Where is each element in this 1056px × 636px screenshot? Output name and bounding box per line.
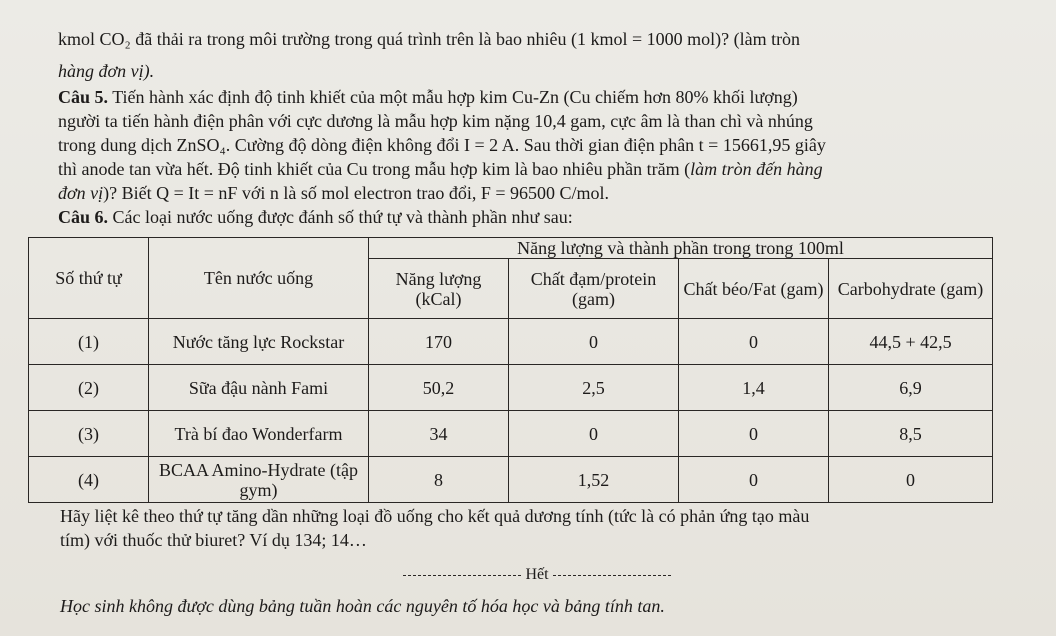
question-5-line [58, 86, 798, 108]
question-6-label: Câu 6. [58, 207, 109, 227]
energy-value: 8 [369, 457, 509, 503]
fat-value: 0 [679, 457, 829, 503]
rounding-instruction: đơn vị [58, 183, 104, 203]
divider [403, 575, 521, 576]
question-text-line: kmol CO₂ đã thải ra trong môi trường trong quá trình trên là bao nhiêu (1 kmol = 1000 mol)? (làm tròn [58, 29, 801, 49]
divider [553, 575, 671, 576]
drink-name: Sữa đậu nành Fami [149, 365, 369, 411]
end-mark [384, 566, 690, 584]
row-number: (2) [29, 365, 149, 411]
question-5-label: Câu 5. [58, 87, 109, 107]
energy-value: 50,2 [369, 365, 509, 411]
row-number: (4) [29, 457, 149, 503]
protein-value: 1,52 [509, 457, 679, 503]
fat-value: 1,4 [679, 365, 829, 411]
protein-value: 2,5 [509, 365, 679, 411]
column-header-protein: Chất đạm/protein (gam) [509, 259, 679, 319]
question-text-line [58, 182, 609, 204]
fat-value: 0 [679, 319, 829, 365]
row-number: (3) [29, 411, 149, 457]
column-header-energy: Năng lượng (kCal) [369, 259, 509, 319]
column-header-name: Tên nước uống [149, 238, 369, 319]
footer-note: Học sinh không được dùng bảng tuần hoàn các nguyên tố hóa học và bảng tính tan. [60, 596, 665, 616]
group-header: Năng lượng và thành phần trong trong 100ml [369, 238, 993, 259]
drink-name: Nước tăng lực Rockstar [149, 319, 369, 365]
column-header-fat: Chất béo/Fat (gam) [679, 259, 829, 319]
row-number: (1) [29, 319, 149, 365]
energy-value: 34 [369, 411, 509, 457]
table-row [29, 457, 993, 503]
question-text: thì anode tan vừa hết. Độ tinh khiết của Cu trong mẫu hợp kim là bao nhiêu phần trăm ( [58, 159, 691, 179]
question-text-line [58, 158, 823, 180]
question-text: Các loại nước uống được đánh số thứ tự và thành phần như sau: [108, 207, 573, 227]
carbohydrate-value: 44,5 + 42,5 [829, 319, 993, 365]
rounding-instruction: làm tròn đến hàng [690, 159, 823, 179]
drink-name: BCAA Amino-Hydrate (tập gym) [149, 457, 369, 503]
question-text: Tiến hành xác định độ tinh khiết của một mẫu hợp kim Cu-Zn (Cu chiếm hơn 80% khối lượng) [108, 87, 798, 107]
column-header-carbohydrate: Carbohydrate (gam) [829, 259, 993, 319]
energy-value: 170 [369, 319, 509, 365]
carbohydrate-value: 0 [829, 457, 993, 503]
nutrition-table [28, 237, 993, 503]
question-text: )? Biết Q = It = nF với n là số mol electron trao đổi, F = 96500 C/mol. [103, 183, 610, 203]
carbohydrate-value: 6,9 [829, 365, 993, 411]
question-text-line: người ta tiến hành điện phân với cực dương là mẫu hợp kim nặng 10,4 gam, cực âm là than chì và nhúng [58, 111, 813, 131]
question-text-line: trong dung dịch ZnSO₄. Cường độ dòng điện không đổi I = 2 A. Sau thời gian điện phân t = 15661,95 giây [58, 135, 826, 155]
column-header-number: Số thứ tự [29, 238, 149, 319]
table-row [29, 319, 993, 365]
question-text-line: tím) với thuốc thử biuret? Ví dụ 134; 14… [60, 530, 367, 550]
protein-value: 0 [509, 411, 679, 457]
protein-value: 0 [509, 319, 679, 365]
question-6-line [58, 206, 573, 228]
drink-name: Trà bí đao Wonderfarm [149, 411, 369, 457]
question-text-line: hàng đơn vị). [58, 61, 155, 81]
table-row [29, 411, 993, 457]
fat-value: 0 [679, 411, 829, 457]
end-label: Hết [525, 566, 549, 583]
table-row [29, 365, 993, 411]
carbohydrate-value: 8,5 [829, 411, 993, 457]
question-text-line: Hãy liệt kê theo thứ tự tăng dần những loại đồ uống cho kết quả dương tính (tức là có phản ứng tạo màu [60, 506, 810, 526]
